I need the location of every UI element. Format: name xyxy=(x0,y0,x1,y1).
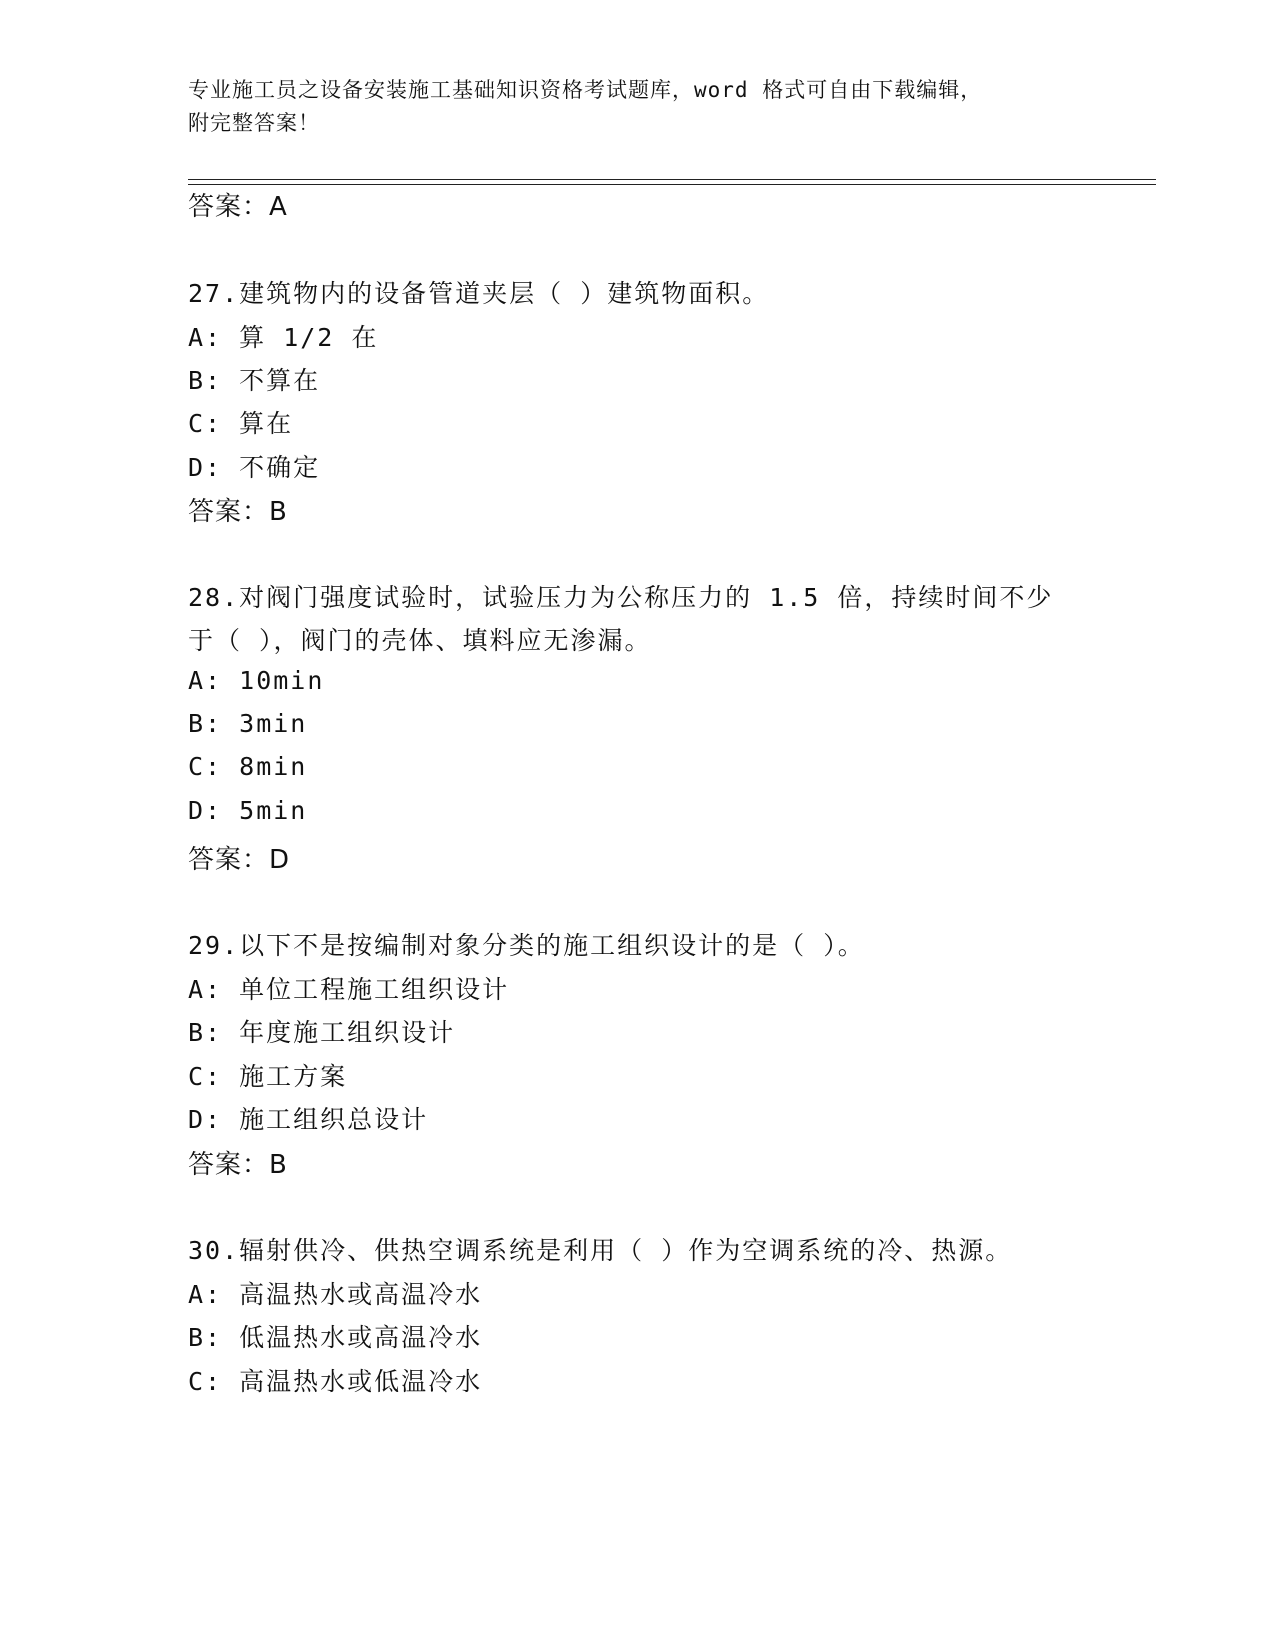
question-30-option-b: B: 低温热水或高温冷水 xyxy=(188,1323,483,1352)
question-28-option-d: D: 5min xyxy=(188,796,308,825)
question-28-stem-line-1: 28.对阀门强度试验时，试验压力为公称压力的 1.5 倍，持续时间不少 xyxy=(188,583,1054,612)
question-29-option-a: A: 单位工程施工组织设计 xyxy=(188,975,510,1004)
question-30-option-a: A: 高温热水或高温冷水 xyxy=(188,1280,483,1309)
answer-26: 答案：A xyxy=(188,192,288,222)
question-29-answer: 答案：B xyxy=(188,1150,288,1180)
question-28-option-c: C: 8min xyxy=(188,752,308,781)
document-header: 专业施工员之设备安装施工基础知识资格考试题库，word 格式可自由下载编辑， 附完整答案！ xyxy=(188,78,983,135)
question-28-option-a: A: 10min xyxy=(188,666,325,695)
question-27-option-b: B: 不算在 xyxy=(188,366,321,395)
question-27-option-a: A: 算 1/2 在 xyxy=(188,323,379,352)
question-27-answer: 答案：B xyxy=(188,497,288,527)
question-29-option-c: C: 施工方案 xyxy=(188,1062,348,1091)
header-rule-top xyxy=(188,179,1156,180)
question-28-stem-line-2: 于（ ），阀门的壳体、填料应无渗漏。 xyxy=(188,626,652,655)
question-27-option-d: D: 不确定 xyxy=(188,453,321,482)
question-28-answer: 答案：D xyxy=(188,845,291,875)
question-30-stem: 30.辐射供冷、供热空调系统是利用（ ）作为空调系统的冷、热源。 xyxy=(188,1236,1013,1265)
question-27-option-c: C: 算在 xyxy=(188,409,294,438)
header-rule-bottom xyxy=(188,184,1156,185)
question-29-option-d: D: 施工组织总设计 xyxy=(188,1105,429,1134)
question-29-stem: 29.以下不是按编制对象分类的施工组织设计的是（ ）。 xyxy=(188,931,865,960)
question-30-option-c: C: 高温热水或低温冷水 xyxy=(188,1367,483,1396)
question-28-option-b: B: 3min xyxy=(188,709,308,738)
question-27-stem: 27.建筑物内的设备管道夹层（ ）建筑物面积。 xyxy=(188,279,770,308)
question-29-option-b: B: 年度施工组织设计 xyxy=(188,1018,456,1047)
